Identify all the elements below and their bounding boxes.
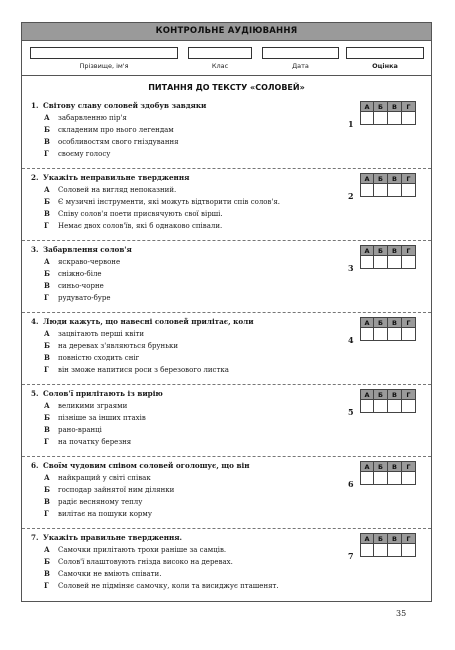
option-d: Г він зможе напитися роси з березового листка — [44, 365, 229, 374]
option-c: В радіє весняному теплу — [44, 497, 143, 506]
option-c: В Співу солов'я поети присвячують свої вірші. — [44, 209, 223, 218]
answer-cell-a[interactable] — [360, 400, 374, 413]
grid-header-d: Г — [402, 173, 416, 184]
option-b: Б господар зайнятої ним ділянки — [44, 485, 175, 494]
option-d: Г рудувато-буре — [44, 293, 111, 302]
question-divider — [22, 456, 431, 457]
option-a: А забарвленню пір'я — [44, 113, 127, 122]
answer-cell-a[interactable] — [360, 544, 374, 557]
grid-header-b: Б — [374, 317, 388, 328]
option-a: А зацвітають перші квіти — [44, 329, 145, 338]
answer-cell-c[interactable] — [388, 184, 402, 197]
option-b: Б сніжно-біле — [44, 269, 102, 278]
option-c: В синьо-чорне — [44, 281, 104, 290]
grid-header-d: Г — [402, 389, 416, 400]
answer-cell-d[interactable] — [402, 328, 416, 341]
answer-grid — [360, 461, 416, 485]
option-d: Г на початку березня — [44, 437, 132, 446]
grid-header-d: Г — [402, 101, 416, 112]
grid-header-a: А — [360, 245, 374, 256]
option-b: Б Солов'ї влаштовують гнізда високо на деревах. — [44, 557, 233, 566]
question-divider — [22, 384, 431, 385]
answer-grid — [360, 533, 416, 557]
questions-heading: ПИТАННЯ ДО ТЕКСТУ «СОЛОВЕЙ» — [148, 83, 305, 92]
grid-header-c: В — [388, 461, 402, 472]
answer-cell-c[interactable] — [388, 472, 402, 485]
question-stem: 4. Люди кажуть, що навесні соловей прилітає, коли — [31, 317, 254, 326]
class-field[interactable] — [188, 47, 252, 59]
option-b: Б пізніше за інших птахів — [44, 413, 146, 422]
option-a: А найкращий у світі співак — [44, 473, 151, 482]
grid-header-b: Б — [374, 461, 388, 472]
grid-header-a: А — [360, 533, 374, 544]
answer-cell-c[interactable] — [388, 544, 402, 557]
answer-cell-a[interactable] — [360, 256, 374, 269]
option-a: А Соловей на вигляд непоказний. — [44, 185, 177, 194]
option-b: Б Є музичні інструменти, які можуть відтворити спів солов'я. — [44, 197, 281, 206]
option-c: В Самочки не вміють співати. — [44, 569, 162, 578]
name-field[interactable] — [30, 47, 178, 59]
answer-cell-c[interactable] — [388, 400, 402, 413]
option-a: А Самочки прилітають трохи раніше за самців. — [44, 545, 227, 554]
grade-field[interactable] — [346, 47, 424, 59]
answer-row-number: 6 — [348, 479, 354, 489]
grid-header-b: Б — [374, 245, 388, 256]
answer-cell-b[interactable] — [374, 472, 388, 485]
grade-field-label: Оцінка — [372, 62, 398, 70]
option-c: В рано-вранці — [44, 425, 102, 434]
answer-cell-d[interactable] — [402, 256, 416, 269]
grid-header-a: А — [360, 317, 374, 328]
answer-cell-c[interactable] — [388, 256, 402, 269]
answer-cell-d[interactable] — [402, 544, 416, 557]
date-field[interactable] — [262, 47, 339, 59]
question-stem: 7. Укажіть правильне твердження. — [31, 533, 183, 542]
option-d: Г Соловей не підміняє самочку, коли та висиджує пташенят. — [44, 581, 279, 590]
answer-grid — [360, 317, 416, 341]
grid-header-b: Б — [374, 533, 388, 544]
question-divider — [22, 168, 431, 169]
option-c: В повністю сходить сніг — [44, 353, 140, 362]
answer-cell-b[interactable] — [374, 184, 388, 197]
question-stem: 1. Світову славу соловей здобув завдяки — [31, 101, 207, 110]
answer-grid — [360, 389, 416, 413]
question-divider — [22, 312, 431, 313]
grid-header-d: Г — [402, 317, 416, 328]
answer-grid — [360, 173, 416, 197]
date-field-label: Дата — [292, 62, 309, 70]
grid-header-d: Г — [402, 461, 416, 472]
option-b: Б складеним про нього легендам — [44, 125, 174, 134]
grid-header-b: Б — [374, 389, 388, 400]
answer-cell-b[interactable] — [374, 544, 388, 557]
grid-header-a: А — [360, 389, 374, 400]
grid-header-c: В — [388, 101, 402, 112]
answer-cell-b[interactable] — [374, 256, 388, 269]
question-divider — [22, 240, 431, 241]
grid-header-c: В — [388, 317, 402, 328]
answer-row-number: 4 — [348, 335, 354, 345]
answer-cell-d[interactable] — [402, 184, 416, 197]
worksheet-frame — [21, 22, 432, 602]
grid-header-a: А — [360, 101, 374, 112]
option-d: Г Немає двох солов'їв, які б однаково співали. — [44, 221, 223, 230]
answer-cell-d[interactable] — [402, 472, 416, 485]
answer-cell-d[interactable] — [402, 400, 416, 413]
answer-row-number: 5 — [348, 407, 354, 417]
grid-header-c: В — [388, 389, 402, 400]
option-a: А яскраво-червоне — [44, 257, 121, 266]
answer-cell-b[interactable] — [374, 400, 388, 413]
option-c: В особливостям свого гніздування — [44, 137, 179, 146]
answer-cell-a[interactable] — [360, 328, 374, 341]
answer-cell-c[interactable] — [388, 328, 402, 341]
grid-header-c: В — [388, 173, 402, 184]
grid-header-b: Б — [374, 101, 388, 112]
option-d: Г вилітає на пошуки корму — [44, 509, 152, 518]
grid-header-a: А — [360, 461, 374, 472]
grid-header-d: Г — [402, 245, 416, 256]
question-stem: 2. Укажіть неправильне твердження — [31, 173, 190, 182]
answer-cell-a[interactable] — [360, 184, 374, 197]
question-stem: 6. Своїм чудовим співом соловей оголошує, що він — [31, 461, 250, 470]
answer-cell-a[interactable] — [360, 472, 374, 485]
answer-row-number: 1 — [348, 119, 354, 129]
grid-header-c: В — [388, 245, 402, 256]
answer-cell-c[interactable] — [388, 112, 402, 125]
grid-header-b: Б — [374, 173, 388, 184]
answer-grid — [360, 101, 416, 125]
answer-cell-b[interactable] — [374, 112, 388, 125]
answer-row-number: 2 — [348, 191, 354, 201]
worksheet-title: КОНТРОЛЬНЕ АУДІЮВАННЯ — [22, 23, 431, 41]
option-a: А великими зграями — [44, 401, 128, 410]
answer-cell-b[interactable] — [374, 328, 388, 341]
option-b: Б на деревах з'являються бруньки — [44, 341, 179, 350]
question-stem: 3. Забарвлення солов'я — [31, 245, 132, 254]
answer-row-number: 3 — [348, 263, 354, 273]
grid-header-d: Г — [402, 533, 416, 544]
question-stem: 5. Солов'ї прилітають із вирію — [31, 389, 163, 398]
page-number: 35 — [396, 609, 407, 618]
question-divider — [22, 528, 431, 529]
class-field-label: Клас — [211, 62, 229, 70]
answer-grid — [360, 245, 416, 269]
option-d: Г своєму голосу — [44, 149, 111, 158]
name-field-label: Прізвище, ім'я — [79, 62, 129, 70]
grid-header-a: А — [360, 173, 374, 184]
grid-header-c: В — [388, 533, 402, 544]
answer-row-number: 7 — [348, 551, 354, 561]
answer-cell-a[interactable] — [360, 112, 374, 125]
answer-cell-d[interactable] — [402, 112, 416, 125]
header-divider — [22, 75, 431, 76]
